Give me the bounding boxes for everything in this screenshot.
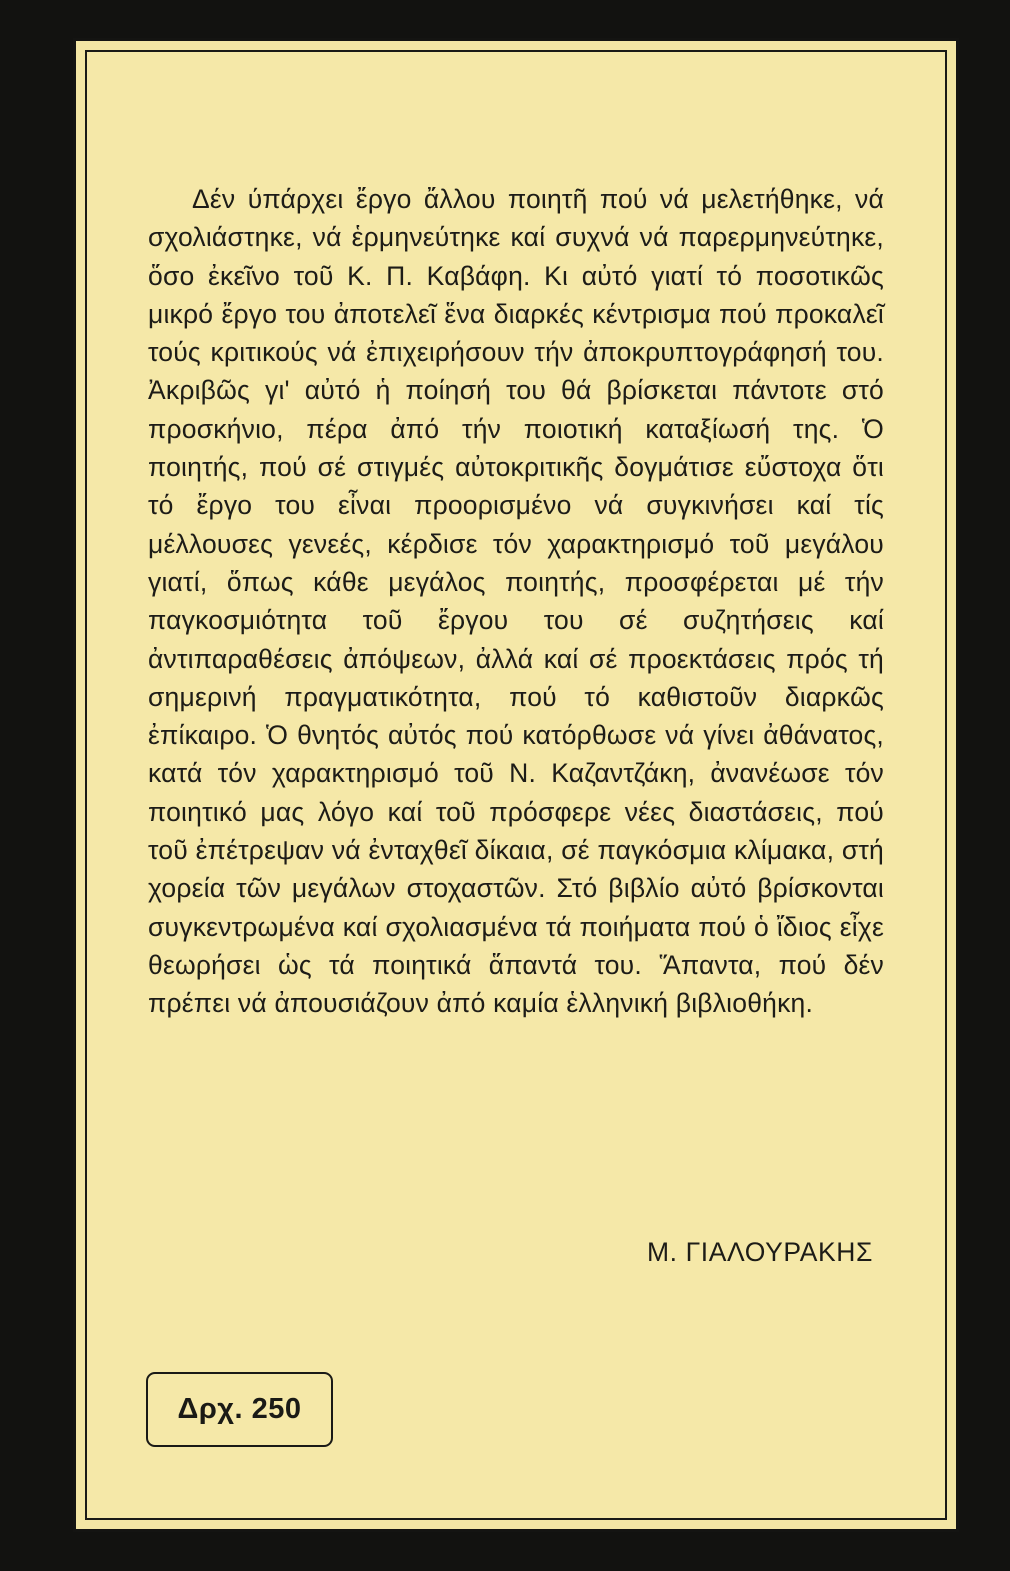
price-currency: Δρχ.	[177, 1393, 244, 1425]
blurb-paragraph: Δέν ύπάρχει ἔργο ἄλλου ποιητῆ πού νά μελετήθηκε, νά σχολιάστηκε, νά ἑρμηνεύτηκε καί συχνά νά παρερμηνεύτηκε, ὅσο ἐκεῖνο τοῦ Κ. Π. Καβάφη. Κι αὐτό γιατί τό ποσοτικῶς μικρό ἔργο του ἀποτελεῖ ἕνα διαρκές κέντρισμα πού προκαλεῖ τούς κριτικούς νά ἐπιχειρήσουν τήν ἀποκρυπτογράφησή του. Ἀκριβῶς γι' αὐτό ἡ ποίησή του θά βρίσκεται πάντοτε στό προσκήνιο, πέρα ἀπό τήν ποιοτική καταξίωσή της. Ὁ ποιητής, πού σέ στιγμές αὐτοκριτικῆς δογμάτισε εὔστοχα ὅτι τό ἔργο του εἶναι προορισμένο νά συγκινήσει καί τίς μέλλουσες γενεές, κέρδισε τόν χαρακτηρισμό τοῦ μεγάλου γιατί, ὅπως κάθε μεγάλος ποιητής, προσφέρεται μέ τήν παγκοσμιότητα τοῦ ἔργου του σέ συζητήσεις καί ἀντιπαραθέσεις ἀπόψεων, ἀλλά καί σέ προεκτάσεις πρός τή σημερινή πραγματικότητα, πού τό καθιστοῦν διαρκῶς ἐπίκαιρο. Ὁ θνητός αὐτός πού κατόρθωσε νά γίνει ἀθάνατος, κατά τόν χαρακτηρισμό τοῦ Ν. Καζαντζάκη, ἀνανέωσε τόν ποιητικό μας λόγο καί τοῦ πρόσφερε νέες διαστάσεις, πού τοῦ ἐπέτρεψαν νά ἐνταχθεῖ δίκαια, σέ παγκόσμια κλίμακα, στή χορεία τῶν μεγάλων στοχαστῶν. Στό βιβλίο αὐτό βρίσκονται συγκεντρωμένα καί σχολιασμένα τά ποιήματα πού ὁ ἴδιος εἶχε θεωρήσει ὡς τά ποιητικά ἅπαντά του. Ἅπαντα, πού δέν πρέπει νά ἀπουσιάζουν ἀπό καμία ἑλληνική βιβλιοθήκη.	[148, 184, 884, 1019]
inner-frame	[85, 50, 947, 1520]
price-label	[146, 1372, 333, 1447]
author-signature: Μ. ΓΙΑΛΟΥΡΑΚΗΣ	[647, 1237, 873, 1267]
outer-frame	[73, 38, 959, 1532]
price-amount: 250	[251, 1393, 302, 1425]
